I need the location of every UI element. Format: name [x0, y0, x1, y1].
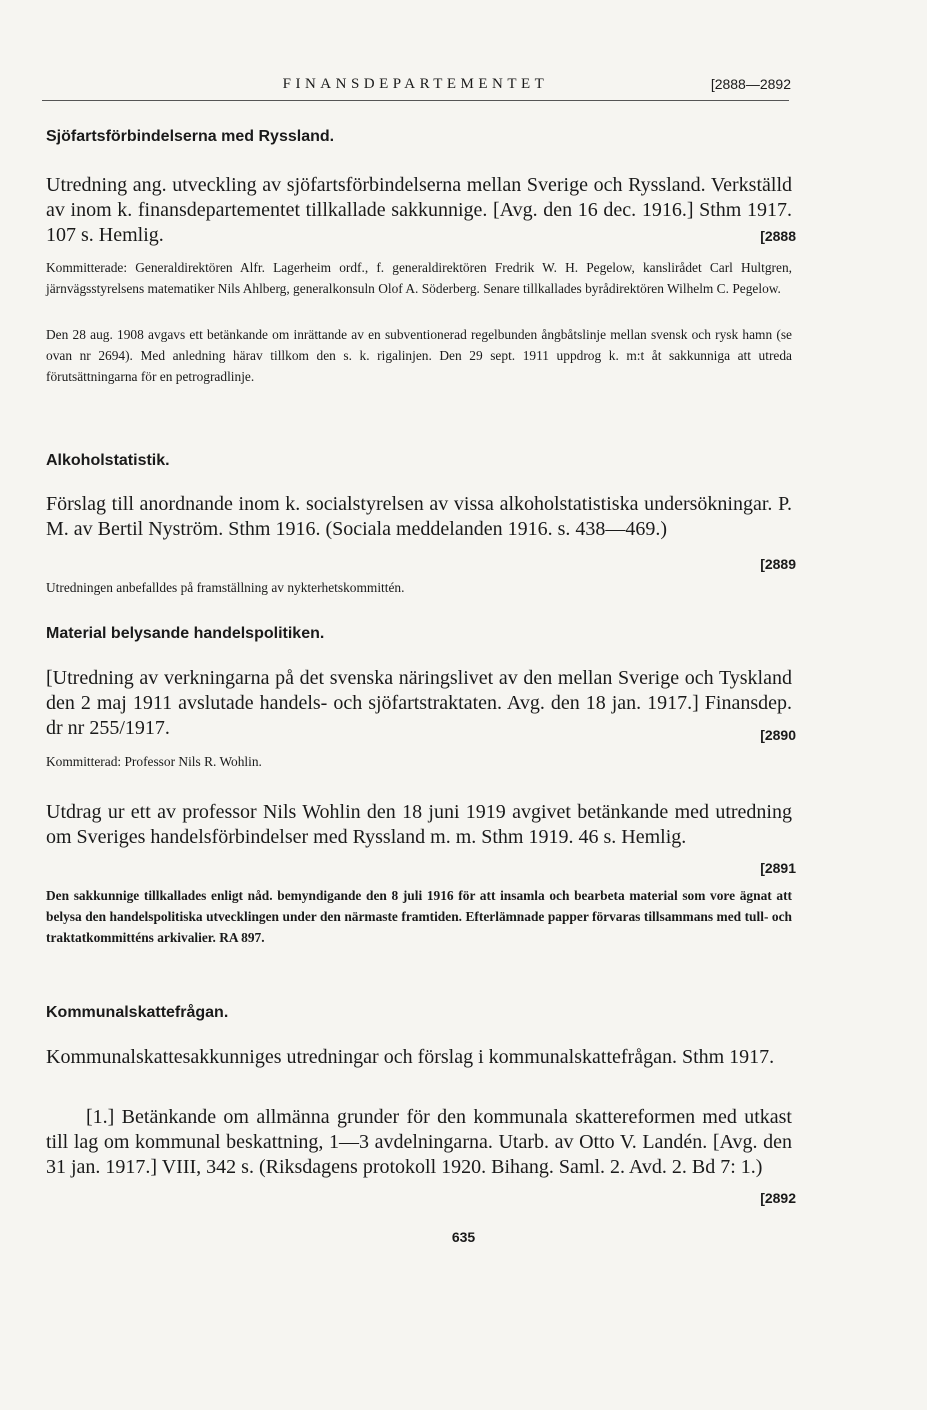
- entry-number: [2888: [760, 228, 796, 244]
- entry-text: Förslag till anordnande inom k. socialstyrelsen av vissa alkoholstatistiska undersökningar. P. M. av Bertil Nyström. Sthm 1916. (Sociala meddelanden 1916. s. 438—469.): [46, 493, 792, 540]
- entry-2892: [46, 1105, 796, 1206]
- entry-kommunalskatt-intro: Kommunalskattesakkunniges utredningar och förslag i kommunalskattefrågan. Sthm 1917.: [46, 1046, 775, 1068]
- entry-number: [2890: [760, 727, 796, 743]
- section-heading-alkohol: Alkoholstatistik.: [46, 452, 170, 469]
- entry-text: [Utredning av verkningarna på det svenska näringslivet av den mellan Sverige och Tyskland den 2 maj 1911 avslutade handels- och sjöfartstraktaten. Avg. den 18 jan. 1917.] Finansdep. dr nr 255/1917.: [46, 667, 792, 739]
- page-number: 635: [451, 1229, 476, 1245]
- entry-2889: [46, 492, 796, 572]
- running-head-title: FINANSDEPARTEMENTET: [282, 76, 549, 92]
- section-heading-sjofart: Sjöfartsförbindelserna med Ryssland.: [46, 128, 335, 145]
- note-2891: Den sakkunnige tillkallades enligt nåd. bemyndigande den 8 juli 1916 för att insamla och bearbeta material som vore ägnat att belysa den handelspolitiska utvecklingen under den närmaste framtiden. Efterlämnade papper förvaras tillsammans med tull- och traktatkommitténs arkivalier. RA 897.: [46, 888, 792, 945]
- entry-number: [2891: [760, 860, 796, 876]
- note-2889: Utredningen anbefalldes på framställning av nykterhetskommittén.: [46, 580, 405, 595]
- entry-number: [2889: [760, 556, 796, 572]
- note-kommitterad-2890: Kommitterad: Professor Nils R. Wohlin.: [46, 754, 262, 769]
- entry-text: [1.] Betänkande om allmänna grunder för den kommunala skattereformen med utkast till lag om kommunal beskattning, 1—3 avdelningarna. Utarb. av Otto V. Landén. [Avg. den 31 jan. 1917.] VIII, 342 s. (Riksdagens protokoll 1920. Bihang. Saml. 2. Avd. 2. Bd 7: 1.): [46, 1106, 792, 1178]
- section-heading-kommunalskatt: Kommunalskattefrågan.: [46, 1004, 229, 1021]
- entry-2890: [46, 666, 796, 743]
- entry-2888: [46, 173, 796, 248]
- section-heading-handelspolitik: Material belysande handelspolitiken.: [46, 625, 325, 642]
- entry-number: [2892: [760, 1190, 796, 1206]
- running-head-range: [2888—2892: [710, 76, 791, 92]
- note-history-2888: Den 28 aug. 1908 avgavs ett betänkande om inrättande av en subventionerad regelbunden ångbåtslinje mellan svensk och rysk hamn (se ovan nr 2694). Med anledning härav tillkom den s. k. rigalinjen. Den 29 sept. 1911 uppdrog k. m:t åt sakkunniga att utreda förutsättningarna för en petrogradlinje.: [46, 327, 792, 384]
- entry-2891: [46, 800, 796, 876]
- entry-text: Utredning ang. utveckling av sjöfartsförbindelserna mellan Sverige och Ryssland. Verkställd av inom k. finansdepartementet tillkallade sakkunnige. [Avg. den 16 dec. 1916.] Sthm 1917. 107 s. Hemlig.: [46, 174, 792, 246]
- running-head: [42, 76, 789, 101]
- note-kommitterade-2888: Kommitterade: Generaldirektören Alfr. Lagerheim ordf., f. generaldirektören Fredrik W. H. Pegelow, kanslirådet Carl Hultgren, järnvägsstyrelsens matematiker Nils Ahlberg, generalkonsuln Olof A. Söderberg. Senare tillkallades byrådirektören Wilhelm C. Pegelow.: [46, 260, 792, 296]
- entry-text: Utdrag ur ett av professor Nils Wohlin den 18 juni 1919 avgivet betänkande med utredning om Sveriges handelsförbindelser med Ryssland m. m. Sthm 1919. 46 s. Hemlig.: [46, 801, 792, 848]
